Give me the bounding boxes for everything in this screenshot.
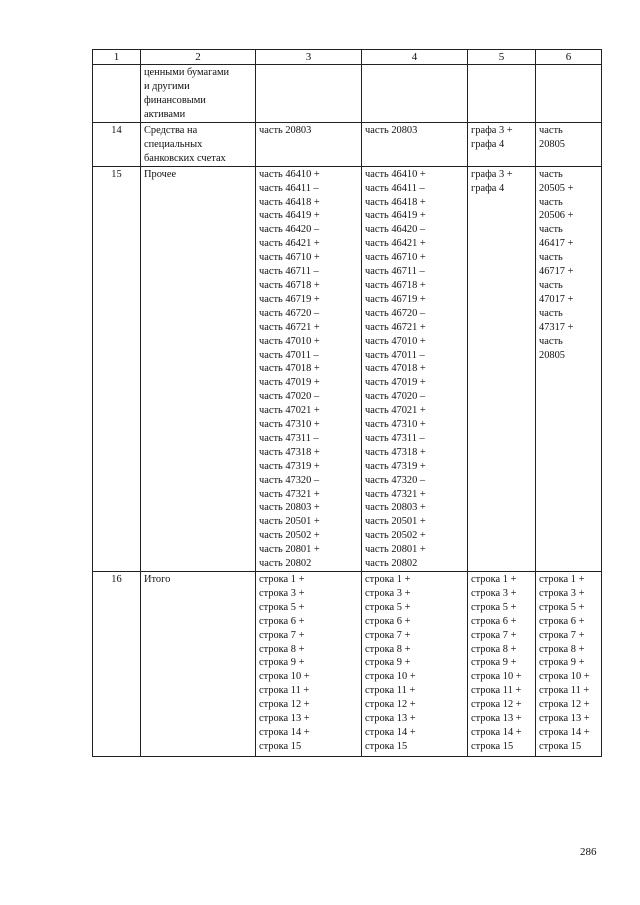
cell-line: часть 20802 [365,558,418,570]
cell-line: часть 20802 [259,558,312,570]
cell-line: финансовыми [144,94,206,106]
cell-line: часть [539,196,563,208]
cell-line: часть 20501 + [365,516,426,528]
cell-line: часть 20803 [259,125,312,136]
cell-line: часть 46420 – [259,224,320,236]
cell-line: 20506 + [539,210,574,222]
cell-line: часть 20501 + [259,516,320,528]
cell-line: строка 11 + [259,685,310,697]
row-number-cell: 15 [93,166,141,571]
cell-line: строка 6 + [259,615,305,627]
cell-line: часть 46719 + [259,293,320,305]
cell-line: строка 6 + [471,615,517,627]
cell-line: 20805 [539,138,565,150]
cell-line: строка 7 + [471,629,517,641]
cell-line: часть 46420 – [365,224,426,236]
cell-line: часть 46710 + [259,252,320,264]
cell-line: строка 13 + [365,713,416,725]
cell-line: часть 47310 + [365,419,426,431]
row-c6-cell [536,166,602,571]
cell-line: часть 47018 + [365,363,426,375]
cell-line: часть 46421 + [259,238,320,250]
cell-line: часть [539,168,563,180]
cell-line: 46717 + [539,266,574,278]
cell-line: строка 9 + [539,657,585,669]
cell-line: часть 47310 + [259,419,320,431]
cell-line: строка 3 + [365,587,411,599]
table-header-row [93,50,602,65]
cell-line: часть 47019 + [365,377,426,389]
cell-line: часть 47321 + [365,488,426,500]
row-c5-cell [468,65,536,123]
row-c6-cell [536,65,602,123]
report-table [92,49,602,757]
row-c3-cell [256,65,362,123]
cell-line: строка 1 + [259,574,305,585]
cell-line: строка 5 + [365,601,411,613]
cell-line: 47017 + [539,293,574,305]
cell-line: часть 47020 – [365,391,426,403]
cell-line: часть 47318 + [259,446,320,458]
cell-line: часть 46720 – [259,307,320,319]
cell-line: часть 46710 + [365,252,426,264]
cell-line: строка 1 + [365,574,411,585]
cell-line: строка 1 + [539,574,585,585]
cell-line: строка 8 + [471,643,517,655]
header-cell-2: 2 [141,50,256,65]
cell-line: Прочее [144,168,177,180]
cell-line: часть 46419 + [365,210,426,222]
cell-line: строка 3 + [471,587,517,599]
cell-line: часть 46410 + [365,168,426,180]
cell-line: часть 46418 + [259,196,320,208]
cell-line: Итого [144,574,171,585]
cell-line: строка 7 + [539,629,585,641]
cell-line: строка 12 + [365,699,416,711]
row-c4-cell [362,123,468,167]
cell-line: часть 20502 + [259,530,320,542]
row-c5-cell [468,123,536,167]
cell-line: строка 15 [539,740,582,752]
cell-line: строка 7 + [259,629,305,641]
table-row [93,65,602,123]
cell-line: часть 20502 + [365,530,426,542]
cell-line: строка 10 + [539,671,590,683]
cell-line: часть 47321 + [259,488,320,500]
header-cell-6: 6 [536,50,602,65]
table-row [93,572,602,757]
cell-line: ценными бумагами [144,67,230,78]
cell-line: активами [144,108,186,120]
row-c5-cell [468,166,536,571]
cell-line: строка 13 + [259,713,310,725]
row-c5-cell [468,572,536,757]
row-name-cell [141,572,256,757]
cell-line: строка 10 + [471,671,522,683]
cell-line: часть 47021 + [365,405,426,417]
cell-line: банковских счетах [144,152,226,164]
cell-line: часть 20803 + [365,502,426,514]
cell-line: строка 5 + [539,601,585,613]
row-name-cell [141,166,256,571]
cell-line: строка 14 + [365,726,416,738]
cell-line: часть 47021 + [259,405,320,417]
cell-line: часть 46718 + [365,279,426,291]
cell-line: часть 47311 – [365,432,425,444]
cell-line: строка 9 + [365,657,411,669]
cell-line: строка 12 + [259,699,310,711]
cell-line: Средства на [144,125,198,136]
cell-line: часть 46719 + [365,293,426,305]
cell-line: строка 3 + [539,587,585,599]
row-number-cell: 16 [93,572,141,757]
cell-line: часть 47011 – [365,349,425,361]
row-c6-cell [536,123,602,167]
cell-line: строка 13 + [471,713,522,725]
cell-line: строка 1 + [471,574,517,585]
cell-line: часть 46411 – [259,182,319,194]
cell-line: графа 3 + [471,125,513,136]
row-c3-cell [256,572,362,757]
cell-line: строка 7 + [365,629,411,641]
cell-line: часть 47010 + [365,335,426,347]
row-c3-cell [256,166,362,571]
header-cell-3: 3 [256,50,362,65]
row-c4-cell [362,166,468,571]
cell-line: часть 46720 – [365,307,426,319]
cell-line: 47317 + [539,321,574,333]
cell-line: часть [539,335,563,347]
cell-line: часть 47011 – [259,349,319,361]
cell-line: строка 14 + [471,726,522,738]
cell-line: 20505 + [539,182,574,194]
cell-line: часть 20803 + [259,502,320,514]
cell-line: графа 4 [471,182,505,194]
cell-line: 20805 [539,349,565,361]
cell-line: часть 46711 – [365,266,425,278]
cell-line: строка 10 + [365,671,416,683]
cell-line: часть 47019 + [259,377,320,389]
cell-line: часть 47319 + [365,460,426,472]
cell-line: строка 15 [471,740,514,752]
cell-line: часть 47020 – [259,391,320,403]
cell-line: часть 47010 + [259,335,320,347]
cell-line: строка 9 + [471,657,517,669]
row-name-cell [141,123,256,167]
cell-line: часть [539,279,563,291]
row-name-cell [141,65,256,123]
cell-line: строка 6 + [365,615,411,627]
cell-line: строка 14 + [259,726,310,738]
cell-line: строка 5 + [259,601,305,613]
row-number-cell [93,65,141,123]
cell-line: строка 12 + [539,699,590,711]
cell-line: графа 3 + [471,168,513,180]
cell-line: часть 46419 + [259,210,320,222]
header-cell-1: 1 [93,50,141,65]
cell-line: часть [539,224,563,236]
cell-line: строка 11 + [471,685,522,697]
cell-line: строка 9 + [259,657,305,669]
table-row [93,166,602,571]
cell-line: строка 11 + [365,685,416,697]
header-cell-4: 4 [362,50,468,65]
cell-line: специальных [144,138,203,150]
header-cell-5: 5 [468,50,536,65]
cell-line: часть 20803 [365,125,418,136]
cell-line: часть 46411 – [365,182,425,194]
cell-line: 46417 + [539,238,574,250]
cell-line: часть 47311 – [259,432,319,444]
cell-line: строка 11 + [539,685,590,697]
page-number: 286 [580,846,597,858]
cell-line: строка 8 + [365,643,411,655]
cell-line: часть 46721 + [365,321,426,333]
cell-line: часть [539,125,563,136]
cell-line: часть 47319 + [259,460,320,472]
cell-line: часть [539,307,563,319]
cell-line: часть 47018 + [259,363,320,375]
cell-line: строка 8 + [259,643,305,655]
cell-line: графа 4 [471,138,505,150]
row-c6-cell [536,572,602,757]
cell-line: строка 3 + [259,587,305,599]
cell-line: часть 46721 + [259,321,320,333]
table-body [93,50,602,757]
row-c4-cell [362,65,468,123]
cell-line: часть 46410 + [259,168,320,180]
cell-line: строка 6 + [539,615,585,627]
cell-line: строка 15 [259,740,302,752]
cell-line: часть 20801 + [259,544,320,556]
cell-line: строка 14 + [539,726,590,738]
cell-line: строка 13 + [539,713,590,725]
cell-line: и другими [144,80,190,92]
row-c4-cell [362,572,468,757]
cell-line: часть 47318 + [365,446,426,458]
cell-line: часть 20801 + [365,544,426,556]
cell-line: часть 46418 + [365,196,426,208]
table-row [93,123,602,167]
cell-line: часть [539,252,563,264]
cell-line: часть 46711 – [259,266,319,278]
cell-line: строка 12 + [471,699,522,711]
cell-line: часть 46718 + [259,279,320,291]
cell-line: часть 47320 – [259,474,320,486]
cell-line: часть 46421 + [365,238,426,250]
cell-line: строка 5 + [471,601,517,613]
row-number-cell: 14 [93,123,141,167]
row-c3-cell [256,123,362,167]
cell-line: часть 47320 – [365,474,426,486]
cell-line: строка 10 + [259,671,310,683]
cell-line: строка 15 [365,740,408,752]
cell-line: строка 8 + [539,643,585,655]
